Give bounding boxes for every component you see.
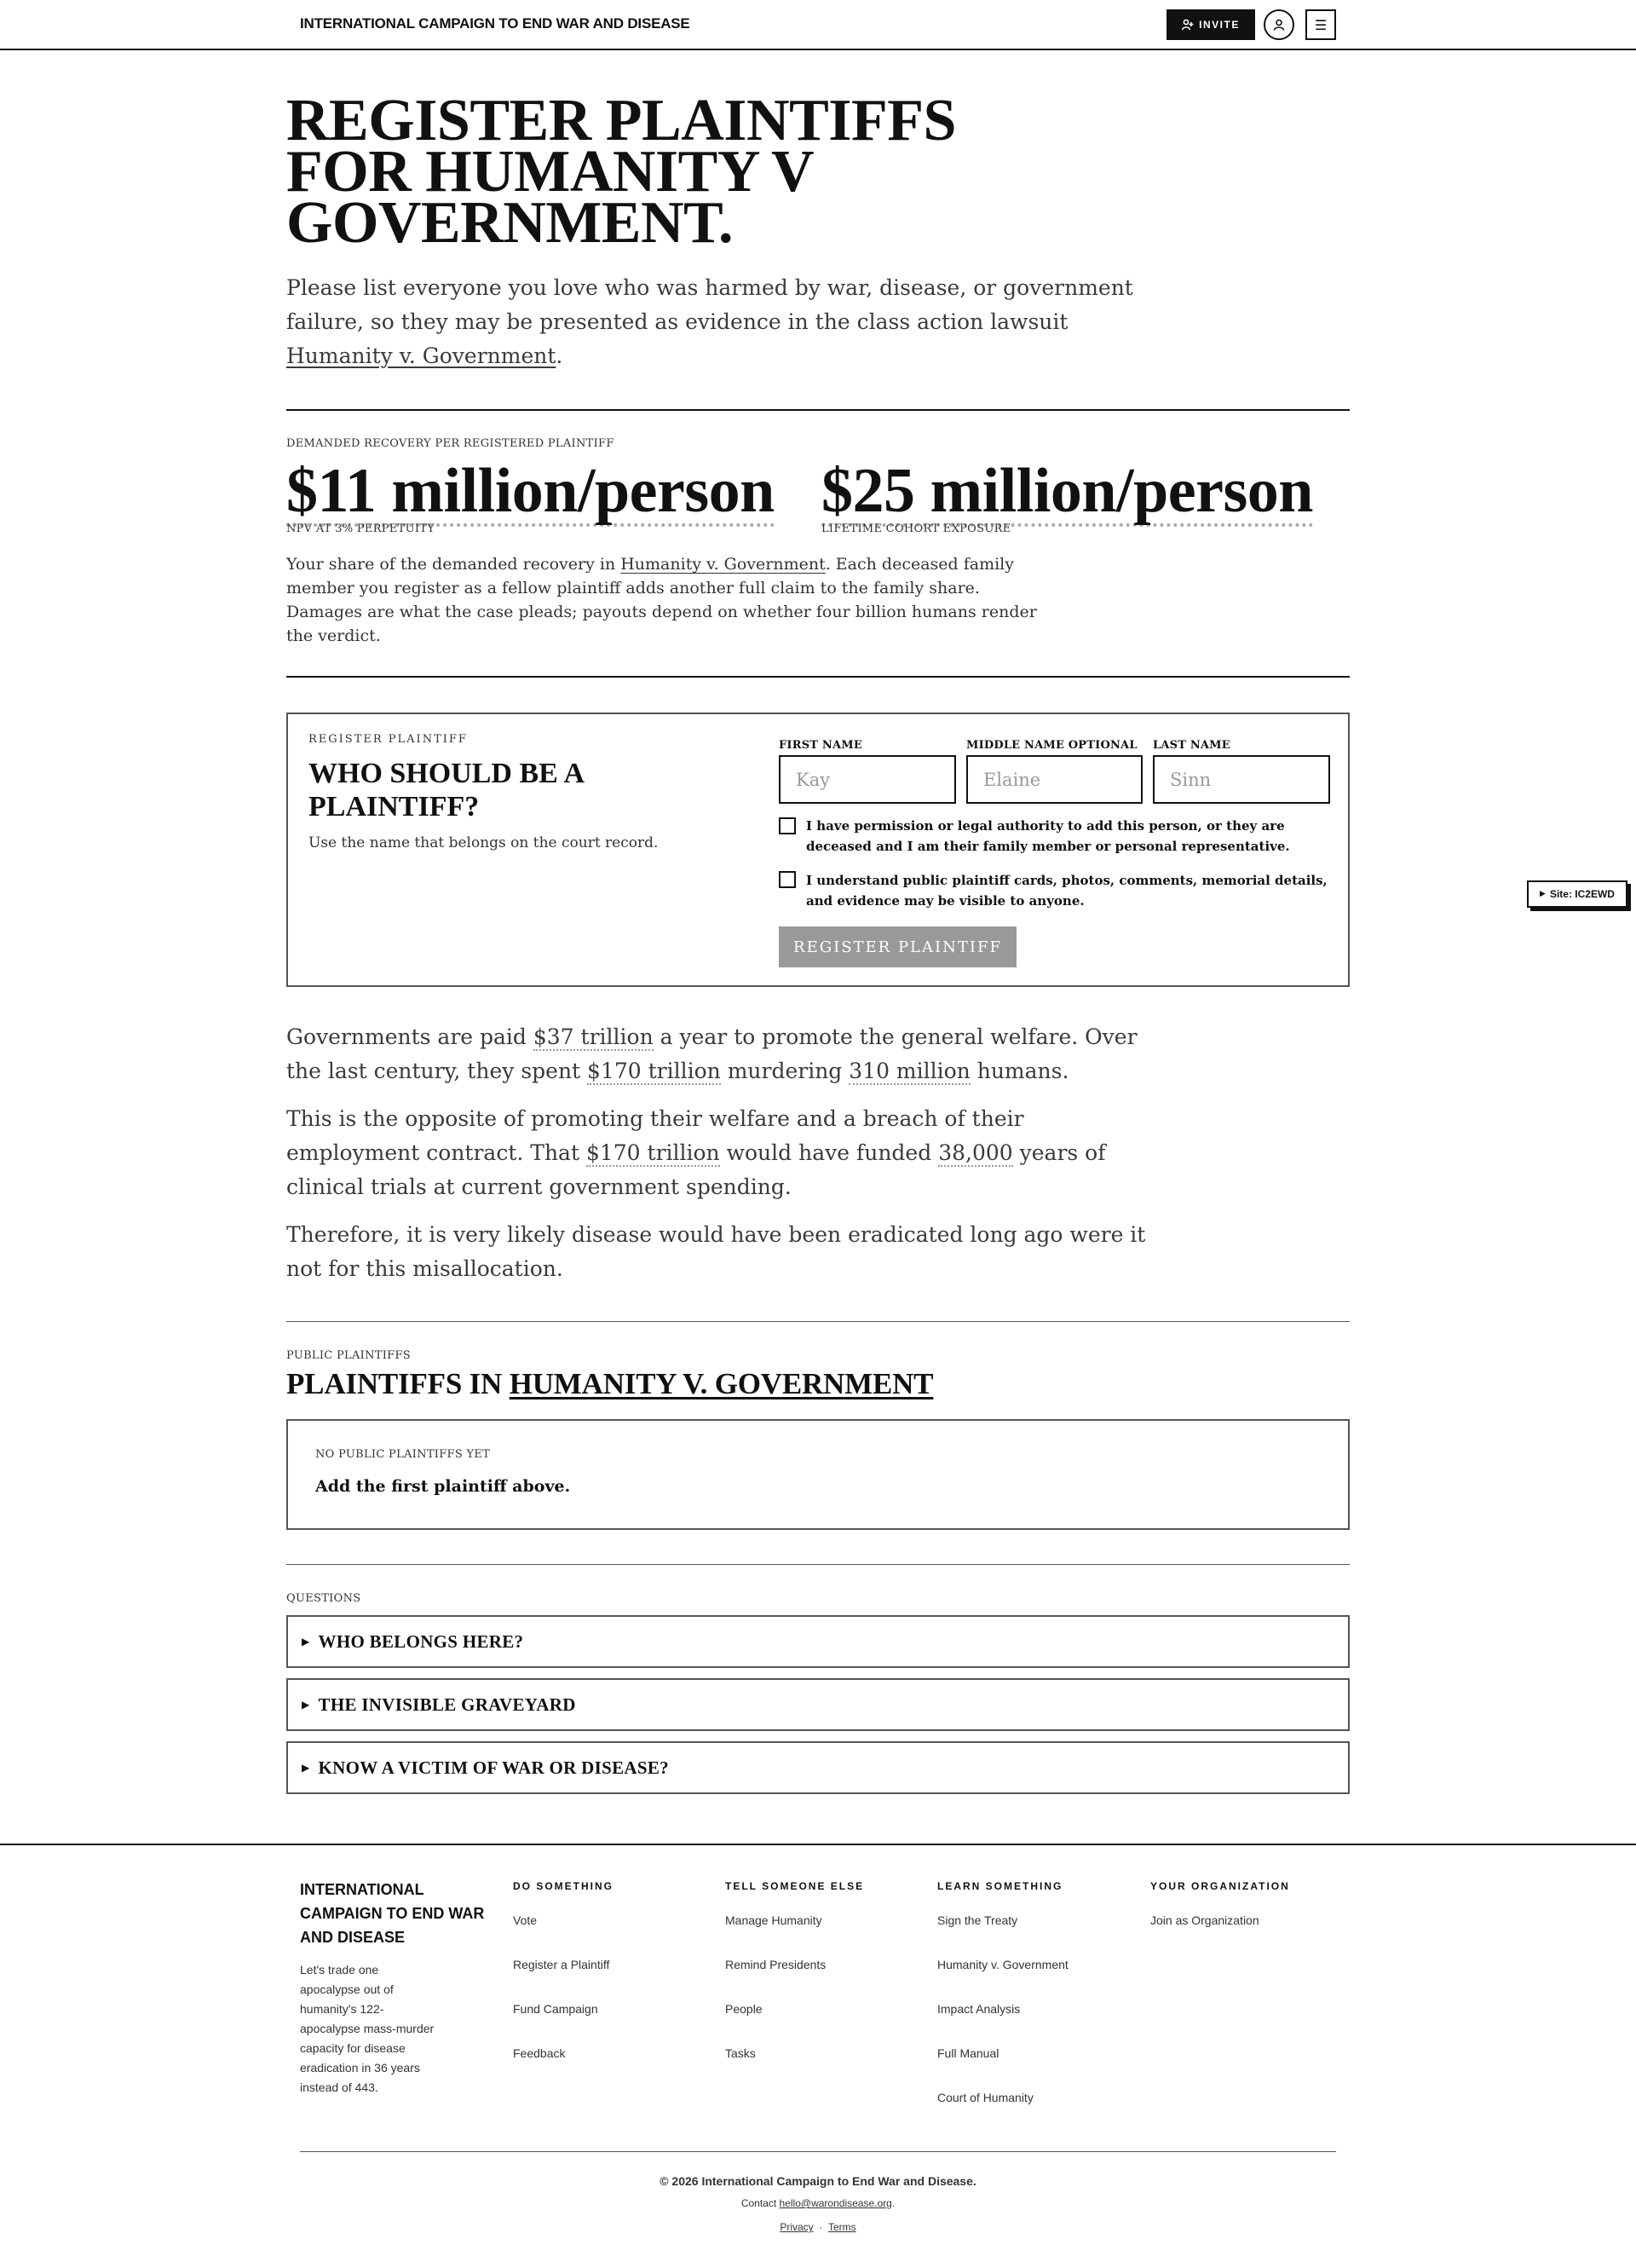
legal-links xyxy=(0,2221,1636,2233)
plaintiffs-heading xyxy=(286,1367,933,1401)
essay-text: Governments are paid xyxy=(286,1024,533,1049)
footer-blurb: Let's trade one apocalypse out of humanity's 122-apocalypse mass-murder capacity for disease eradication in 36 years instead of 443. xyxy=(300,1963,435,2094)
footer-link-tasks[interactable]: Tasks xyxy=(725,2046,756,2060)
menu-button[interactable] xyxy=(1305,9,1336,40)
privacy-link[interactable]: Privacy xyxy=(780,2221,814,2233)
divider xyxy=(286,409,1350,411)
recovery-text: Your share of the demanded recovery in xyxy=(286,555,621,574)
invite-button[interactable] xyxy=(1167,9,1255,40)
register-eyebrow: REGISTER PLAINTIFF xyxy=(308,733,468,746)
faq-label: THE INVISIBLE GRAVEYARD xyxy=(318,1694,576,1715)
footer-rule xyxy=(300,2151,1336,2152)
visibility-checkbox[interactable] xyxy=(779,871,796,888)
permission-checkbox[interactable] xyxy=(779,817,796,834)
stat-trial-years[interactable]: 38,000 xyxy=(938,1140,1013,1165)
questions-eyebrow: QUESTIONS xyxy=(286,1592,361,1605)
footer-link-treaty[interactable]: Sign the Treaty xyxy=(937,1913,1018,1927)
contact-suffix: . xyxy=(891,2197,896,2209)
footer-link-humanity-v-government[interactable]: Humanity v. Government xyxy=(937,1958,1069,1971)
register-plaintiff-button[interactable]: REGISTER PLAINTIFF xyxy=(779,926,1017,967)
recovery-eyebrow: DEMANDED RECOVERY PER REGISTERED PLAINTIFF xyxy=(286,437,614,450)
copyright: © 2026 International Campaign to End War and Disease. xyxy=(660,2174,976,2188)
recovery-caption-lifetime: LIFETIME COHORT EXPOSURE xyxy=(821,522,1011,535)
stat-war-spending[interactable]: $170 trillion xyxy=(587,1059,721,1083)
recovery-amount-npv: $11 million/person xyxy=(286,456,775,526)
essay-text: years of clinical trials at current government spending. xyxy=(286,1140,1106,1199)
invite-label: INVITE xyxy=(1199,19,1240,31)
essay-text: would have funded xyxy=(719,1140,939,1165)
essay-paragraph-1 xyxy=(286,1020,1155,1088)
intro-paragraph xyxy=(286,271,1155,373)
intro-case-link[interactable]: Humanity v. Government xyxy=(286,343,556,368)
recovery-amount-lifetime: $25 million/person xyxy=(821,456,1313,526)
visibility-label: I understand public plaintiff cards, photos, comments, memorial details, and evidence may be visible to anyone. xyxy=(806,873,1328,909)
footer-divider xyxy=(0,1844,1636,1845)
register-heading xyxy=(308,757,585,823)
faq-who-belongs[interactable] xyxy=(286,1615,1350,1668)
faq-know-a-victim[interactable] xyxy=(286,1741,1350,1794)
footer-heading-learn: LEARN SOMETHING xyxy=(937,1880,1063,1892)
terms-link[interactable]: Terms xyxy=(828,2221,856,2233)
footer-link-impact[interactable]: Impact Analysis xyxy=(937,2002,1021,2016)
footer-link-join-org[interactable]: Join as Organization xyxy=(1150,1913,1259,1927)
account-button[interactable] xyxy=(1264,9,1294,40)
middle-name-label: MIDDLE NAME OPTIONAL xyxy=(966,739,1138,752)
contact-prefix: Contact xyxy=(740,2197,780,2209)
site-badge-label: Site: IC2EWD xyxy=(1549,888,1615,900)
recovery-caption-npv: NPV AT 3% PERPETUITY xyxy=(286,522,435,535)
footer-link-people[interactable]: People xyxy=(725,2002,763,2016)
footer-link-manual[interactable]: Full Manual xyxy=(937,2046,999,2060)
expand-triangle-icon: ▶ xyxy=(302,1699,310,1711)
middle-name-input[interactable] xyxy=(966,755,1143,804)
essay-text: a year to promote the general welfare. Over the last century, they spent xyxy=(286,1024,1138,1083)
faq-label: WHO BELONGS HERE? xyxy=(318,1630,524,1652)
menu-icon: ☰ xyxy=(1314,16,1328,33)
user-icon xyxy=(1272,18,1286,32)
contact-line xyxy=(0,2197,1636,2209)
permission-label: I have permission or legal authority to add this person, or they are deceased and I am their family member or personal representative. xyxy=(806,818,1290,854)
footer-brand: INTERNATIONAL CAMPAIGN TO END WAR AND DISEASE xyxy=(300,1881,485,1946)
essay-text: This is the opposite of promoting their welfare and a breach of their employment contract. That xyxy=(286,1106,1024,1165)
last-name-label: LAST NAME xyxy=(1153,739,1230,752)
recovery-explanation xyxy=(286,552,1053,648)
empty-message: Add the first plaintiff above. xyxy=(315,1477,571,1496)
essay-paragraph-3: Therefore, it is very likely disease would have been eradicated long ago were it not for this misallocation. xyxy=(286,1222,1146,1281)
intro-text: Please list everyone you love who was harmed by war, disease, or government failure, so they may be presented as evidence in the class action lawsuit xyxy=(286,275,1133,334)
footer-heading-tell-someone: TELL SOMEONE ELSE xyxy=(725,1880,865,1892)
add-user-icon xyxy=(1182,19,1194,31)
intro-period: . xyxy=(556,343,563,368)
footer-link-register[interactable]: Register a Plaintiff xyxy=(513,1958,610,1971)
essay-text: murdering xyxy=(720,1059,850,1083)
expand-triangle-icon: ▶ xyxy=(302,1762,310,1774)
footer-link-fund[interactable]: Fund Campaign xyxy=(513,2002,598,2016)
footer-heading-do-something: DO SOMETHING xyxy=(513,1880,614,1892)
legal-separator: · xyxy=(819,2221,823,2233)
faq-label: KNOW A VICTIM OF WAR OR DISEASE? xyxy=(318,1757,669,1778)
first-name-label: FIRST NAME xyxy=(779,739,862,752)
first-name-input[interactable] xyxy=(779,755,956,804)
register-heading-line-1: WHO SHOULD BE A xyxy=(308,758,585,789)
register-plaintiff-card xyxy=(286,713,1350,987)
plaintiffs-eyebrow: PUBLIC PLAINTIFFS xyxy=(286,1349,412,1362)
page-title xyxy=(286,88,1053,256)
faq-invisible-graveyard[interactable] xyxy=(286,1678,1350,1731)
footer-link-manage-humanity[interactable]: Manage Humanity xyxy=(725,1913,822,1927)
title-line-2: FOR HUMANITY V xyxy=(286,139,815,205)
divider xyxy=(286,1321,1350,1322)
expand-triangle-icon: ▶ xyxy=(302,1636,310,1648)
title-line-3: GOVERNMENT. xyxy=(286,190,734,256)
site-badge[interactable] xyxy=(1527,880,1627,908)
footer-heading-organization: YOUR ORGANIZATION xyxy=(1150,1880,1290,1892)
last-name-input[interactable] xyxy=(1153,755,1330,804)
top-nav xyxy=(0,0,1636,50)
footer-link-remind-presidents[interactable]: Remind Presidents xyxy=(725,1958,827,1971)
essay-text: humans. xyxy=(970,1059,1069,1083)
plaintiffs-heading-text: PLAINTIFFS IN xyxy=(286,1367,510,1400)
stat-war-spending[interactable]: $170 trillion xyxy=(585,1140,720,1165)
divider xyxy=(286,676,1350,678)
register-subtext: Use the name that belongs on the court record. xyxy=(308,834,659,851)
plaintiffs-case-link[interactable]: HUMANITY V. GOVERNMENT xyxy=(509,1367,934,1400)
stat-deaths[interactable]: 310 million xyxy=(849,1059,971,1083)
contact-email-link[interactable]: hello@warondisease.org xyxy=(779,2197,892,2209)
register-heading-line-2: PLAINTIFF? xyxy=(308,791,480,822)
play-icon: ▶ xyxy=(1540,890,1546,898)
divider xyxy=(286,1564,1350,1565)
plaintiffs-empty-state xyxy=(286,1419,1350,1530)
footer-link-vote[interactable]: Vote xyxy=(513,1913,538,1927)
empty-eyebrow: NO PUBLIC PLAINTIFFS YET xyxy=(315,1448,491,1461)
recovery-text-rest: . Each deceased family member you register as a fellow plaintiff adds another full claim to the family share. Damages are what the case pleads; payouts depend on whether four billion humans render the verdict. xyxy=(286,555,1037,645)
brand-link[interactable]: INTERNATIONAL CAMPAIGN TO END WAR AND DISEASE xyxy=(300,15,690,32)
footer-link-court[interactable]: Court of Humanity xyxy=(937,2091,1034,2104)
recovery-case-link[interactable]: Humanity v. Government xyxy=(620,555,826,574)
essay-paragraph-2 xyxy=(286,1102,1155,1204)
title-line-1: REGISTER PLAINTIFFS xyxy=(286,88,956,153)
footer-link-feedback[interactable]: Feedback xyxy=(513,2046,566,2060)
stat-budget[interactable]: $37 trillion xyxy=(533,1024,654,1049)
